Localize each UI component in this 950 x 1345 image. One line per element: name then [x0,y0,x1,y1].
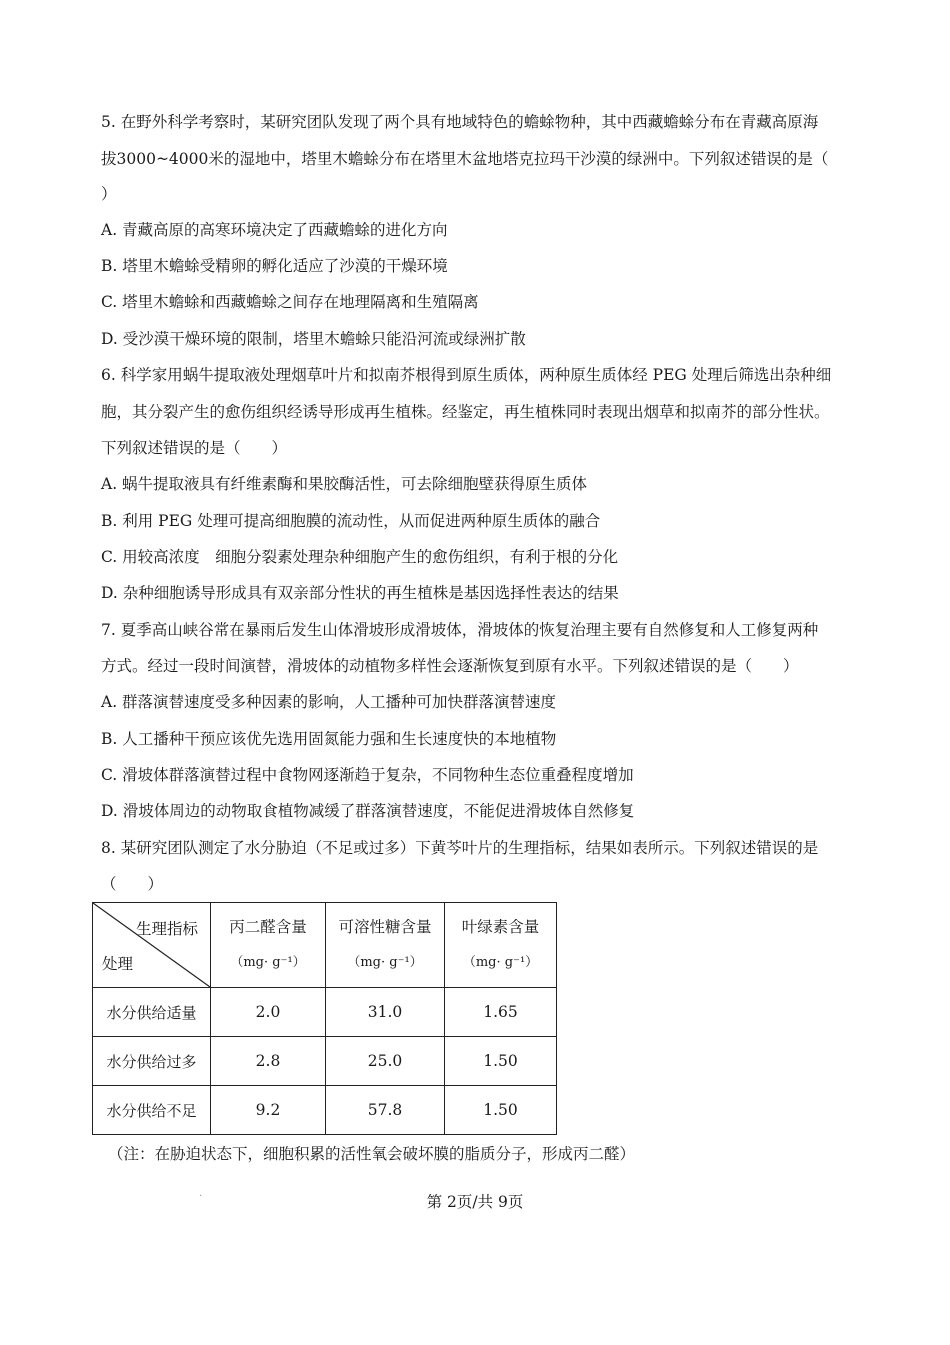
table-header-row [93,903,557,988]
corner-diagonal-line [93,903,210,987]
q7-option-c: C. 滑坡体群落演替过程中食物网逐渐趋于复杂，不同物种生态位重叠程度增加 [101,766,634,784]
q5-stem-line-3: ） [101,185,117,203]
q6-option-d: D. 杂种细胞诱导形成具有双亲部分性状的再生植株是基因选择性表达的结果 [101,584,619,602]
corner-label-bottom: 处理 [102,955,134,973]
q8-stem-line-2: （ ） [101,875,164,893]
row-label: 水分供给过多 [93,1037,211,1086]
column-header [445,903,557,988]
table-cell: 31.0 [326,988,445,1037]
q7-option-b: B. 人工播种干预应该优先选用固氮能力强和生长速度快的本地植物 [101,730,557,748]
table-cell: 1.50 [445,1037,557,1086]
table-cell: 1.50 [445,1086,557,1135]
column-header-name: 丙二醛含量 [229,918,307,936]
column-header-name: 叶绿素含量 [461,918,540,936]
q7-option-a: A. 群落演替速度受多种因素的影响，人工播种可加快群落演替速度 [101,693,557,711]
corner-label-top: 生理指标 [135,920,198,938]
column-header-unit: （mg· g⁻¹） [462,955,539,970]
physiology-table [92,902,557,1135]
q5-stem-line-1: 5. 在野外科学考察时，某研究团队发现了两个具有地域特色的蟾蜍物种，其中西藏蟾蜍分布在青藏高原海 [101,113,819,131]
q7-stem-line-2: 方式。经过一段时间演替，滑坡体的动植物多样性会逐渐恢复到原有水平。下列叙述错误的是（ ） [101,657,799,675]
q6-stem-line-2: 胞，其分裂产生的愈伤组织经诱导形成再生植株。经鉴定，再生植株同时表现出烟草和拟南芥的部分性状。 [101,403,830,421]
q6-option-b: B. 利用 PEG 处理可提高细胞膜的流动性，从而促进两种原生质体的融合 [101,512,601,530]
column-header [211,903,326,988]
column-header-unit: （mg· g⁻¹） [230,955,306,970]
table-cell: 2.0 [211,988,326,1037]
q5-option-b: B. 塔里木蟾蜍受精卵的孵化适应了沙漠的干燥环境 [101,257,448,275]
q5-stem-line-2: 拔3000~4000米的湿地中，塔里木蟾蜍分布在塔里木盆地塔克拉玛干沙漠的绿洲中。下列叙述错误的是（ [101,150,829,168]
table-cell: 2.8 [211,1037,326,1086]
q5-option-a: A. 青藏高原的高寒环境决定了西藏蟾蜍的进化方向 [101,221,448,239]
table-note: （注：在胁迫状态下，细胞积累的活性氧会破坏膜的脂质分子，形成丙二醛） [108,1145,636,1163]
q5-option-d: D. 受沙漠干燥环境的限制，塔里木蟾蜍只能沿河流或绿洲扩散 [101,330,526,348]
column-header-name: 可溶性糖含量 [338,918,432,936]
column-header-unit: （mg· g⁻¹） [347,955,423,970]
page-number: 第 2页/共 9页 [426,1193,524,1211]
q7-option-d: D. 滑坡体周边的动物取食植物减缓了群落演替速度，不能促进滑坡体自然修复 [101,802,635,820]
q6-option-a: A. 蜗牛提取液具有纤维素酶和果胶酶活性，可去除细胞壁获得原生质体 [101,475,588,493]
q7-stem-line-1: 7. 夏季高山峡谷常在暴雨后发生山体滑坡形成滑坡体，滑坡体的恢复治理主要有自然修复和人工修复两种 [101,621,819,639]
table-corner-cell [93,903,211,988]
q6-option-c: C. 用较高浓度 细胞分裂素处理杂种细胞产生的愈伤组织，有利于根的分化 [101,548,619,566]
table-cell: 9.2 [211,1086,326,1135]
table-cell: 57.8 [326,1086,445,1135]
q5-option-c: C. 塔里木蟾蜍和西藏蟾蜍之间存在地理隔离和生殖隔离 [101,293,479,311]
row-label: 水分供给适量 [93,988,211,1037]
table-row [93,988,557,1037]
table-row [93,1086,557,1135]
column-header [326,903,445,988]
row-label: 水分供给不足 [93,1086,211,1135]
q6-stem-line-3: 下列叙述错误的是（ ） [101,439,288,457]
q6-stem-line-1: 6. 科学家用蜗牛提取液处理烟草叶片和拟南芥根得到原生质体，两种原生质体经 PEG 处理后筛选出杂种细 [101,366,832,384]
table-cell: 1.65 [445,988,557,1037]
table-row [93,1037,557,1086]
footer-mark: . [199,1188,203,1199]
q8-stem-line-1: 8. 某研究团队测定了水分胁迫（不足或过多）下黄芩叶片的生理指标，结果如表所示。下列叙述错误的是 [101,839,819,857]
table-cell: 25.0 [326,1037,445,1086]
